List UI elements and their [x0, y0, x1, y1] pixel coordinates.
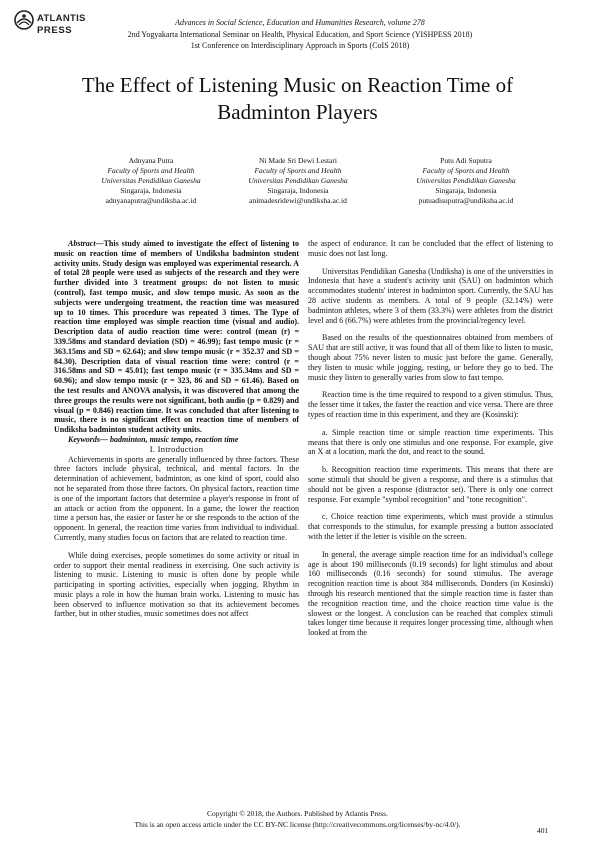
author-block	[71, 156, 231, 206]
keywords: Keywords— badminton, music tempo, reaction time	[68, 434, 239, 444]
left-column	[54, 239, 299, 619]
list-item-c: c. Choice reaction time experiments, which must provide a stimulus that corresponds to the stimulus, for example pressing a button associated with the letter if the letter is visible on the screen.	[308, 512, 553, 541]
author-city: Singaraja, Indonesia	[267, 186, 329, 195]
conference-line-1: 2nd Yogyakarta International Seminar on Health, Physical Education, and Sport Science (YISHPESS 2018)	[127, 30, 473, 39]
author-department: Faculty of Sports and Health	[107, 166, 195, 175]
author-name: Ni Made Sri Dewi Lestari	[259, 156, 337, 165]
author-university: Universitas Pendidikan Ganesha	[101, 176, 201, 185]
logo-line-1: ATLANTIS	[37, 13, 86, 24]
author-city: Singaraja, Indonesia	[120, 186, 182, 195]
abstract	[54, 239, 299, 435]
conference-line-2: 1st Conference on Interdisciplinary Approach in Sports (CoIS 2018)	[190, 41, 410, 50]
abstract-text: —This study aimed to investigate the effect of listening to music on reaction time of members of Undiksha badminton student activity units. Study design was employed was experimental research. A of total 28 people were used as subjects of the research and they were further divided into 3 treatment groups: do not listen to music (control), fast tempo music, and slow tempo music. As soon as the subjects were undergoing treatment, the reaction time was measured up to 10 times. This procedure was repeated 3 times. The Type of reaction time employed was simple reaction time (visual and audio). Description data of audio reaction time were: control (mean (r) = 339.58ms and standard deviation (SD) = 46.99); fast tempo music (r = 363.15ms and SD = 62.64); and slow tempo music (r = 352.37 and SD = 84.30). Description data of visual reaction time were: control (r = 316.58ms and SD = 45.01); fast tempo music (r = 335.34ms and SD = 60.96); and slow tempo music (r = 323, 86 and SD = 61.46). Based on the test results and ANOVA analysis, it was discovered that among the three groups the results were not significant, both audio (p = 0.829) and visual (p = 0.846) reaction time. It was concluded that after listening to music, there is no significant effect on reaction time of members of Undiksha badminton student activity units.	[54, 239, 299, 435]
body-paragraph: While doing exercises, people sometimes do some activity or ritual in order to support their mental readiness in exercising. One such activity is listening to music. Listening to music is often done by people while participating in sporting activities, especially when jogging. Rhythm in music plays a role in how the human brain works. Listening to music has been observed to influence motivation so that its achievement becomes farther, but in other studies, music sometimes does not affect	[54, 550, 299, 619]
atlantis-press-logo	[14, 9, 86, 39]
logo-line-2: PRESS	[37, 25, 73, 36]
series-header: Advances in Social Science, Education and Humanities Research, volume 278	[175, 18, 425, 27]
license-line: This is an open access article under the CC BY-NC license (http://creativecommons.org/licenses/by-nc/4.0/).	[134, 820, 461, 829]
author-university: Universitas Pendidikan Ganesha	[248, 176, 348, 185]
body-paragraph: the aspect of endurance. It can be concluded that the effect of listening to music does not last long.	[308, 239, 553, 258]
list-item-b: b. Recognition reaction time experiments. This means that there are some stimuli that should be given a response, and there is a stimulus that should not be given a response (distractor set). There is only one correct response. For example "symbol recognition" and "tone recognition".	[308, 465, 553, 504]
paper-title	[40, 72, 555, 126]
author-name: Putu Adi Suputra	[440, 156, 492, 165]
author-email: putuadisuputra@undiksha.ac.id	[418, 196, 514, 205]
section-heading-introduction: I. Introduction	[149, 443, 204, 454]
list-item-a: a. Simple reaction time or simple reaction time experiments. This means that there is only one stimulus and one response. For example, give an X at a location, mark the dot, and react to the sound.	[308, 427, 553, 457]
title-line-1: The Effect of Listening Music on Reaction Time of	[81, 73, 514, 97]
author-department: Faculty of Sports and Health	[254, 166, 342, 175]
body-paragraph: Based on the results of the questionnaires obtained from members of SAU that are still active, it was found that all of them like to listen to music, though about 75% never listen to music just before the game. Generally, they listen to music while jogging, resting, or before they go to bed. The music they listen to generally varies from slow to fast tempo.	[308, 333, 553, 382]
author-email: animadesridewi@undiksha.ac.id	[249, 196, 347, 205]
body-paragraph: Reaction time is the time required to respond to a given stimulus. Thus, the lesser time it takes, the faster the reaction and vice versa. There are three types of reaction time in this experiment, and they are (Kosinski):	[308, 390, 553, 419]
body-paragraph: Universitas Pendidikan Ganesha (Undiksha) is one of the universities in Indonesia that have a student's activity unit (SAU) on badminton which accommodates students' interest in badminton sport. Currently, the SAU has 28 active students as members. A total of 9 people (32.14%) were badminton athletes, where 3 of them (33.3%) were athletes from the district level and 6 (66.7%) were athletes from the provincial/regency level.	[308, 266, 553, 325]
author-city: Singaraja, Indonesia	[435, 186, 497, 195]
title-line-2: Badminton Players	[217, 100, 378, 124]
abstract-label: Abstract	[68, 239, 96, 248]
author-university: Universitas Pendidikan Ganesha	[416, 176, 516, 185]
copyright-line: Copyright © 2018, the Authors. Published by Atlantis Press.	[207, 809, 388, 818]
author-email: adnyanaputra@undiksha.ac.id	[105, 196, 197, 205]
right-column	[308, 239, 553, 638]
atlantis-globe-icon	[14, 10, 34, 30]
author-block	[386, 156, 546, 206]
body-paragraph: In general, the average simple reaction time for an individual's college age is about 190 milliseconds (0.19 seconds) for light stimulus and about 160 milliseconds (0.16 seconds) for sound stimulus. The average recognition reaction time is about 384 milliseconds. Donders (in Kosinski) through his research mentioned that the simple reaction time is faster than the recognition reaction time, and the choice reaction time value is the slowest or the longest. A conclusion can be reached that complex stimuli takes longer time because it requires longer processing time, although when looked at from the	[308, 549, 553, 638]
page-number: 401	[537, 826, 549, 835]
body-paragraph: Achievements in sports are generally influenced by three factors. These three factors include physical, technical, and mental factors. In the determination of achievement, badminton, as one kind of sport, could also not be separated from those three factors. On physical factors, reaction time is one of the important factors that determine a player's response in front of an attack or action from the opponent. In a game, the lower the reaction time a person has, the easier or faster he or she responds to the action of the opponent. In general, the reaction time varies from individual to individual. Currently, many studies focus on factors that are related to reaction time.	[54, 454, 299, 542]
author-department: Faculty of Sports and Health	[422, 166, 510, 175]
author-name: Adnyana Putra	[128, 156, 174, 165]
author-block	[218, 156, 378, 206]
